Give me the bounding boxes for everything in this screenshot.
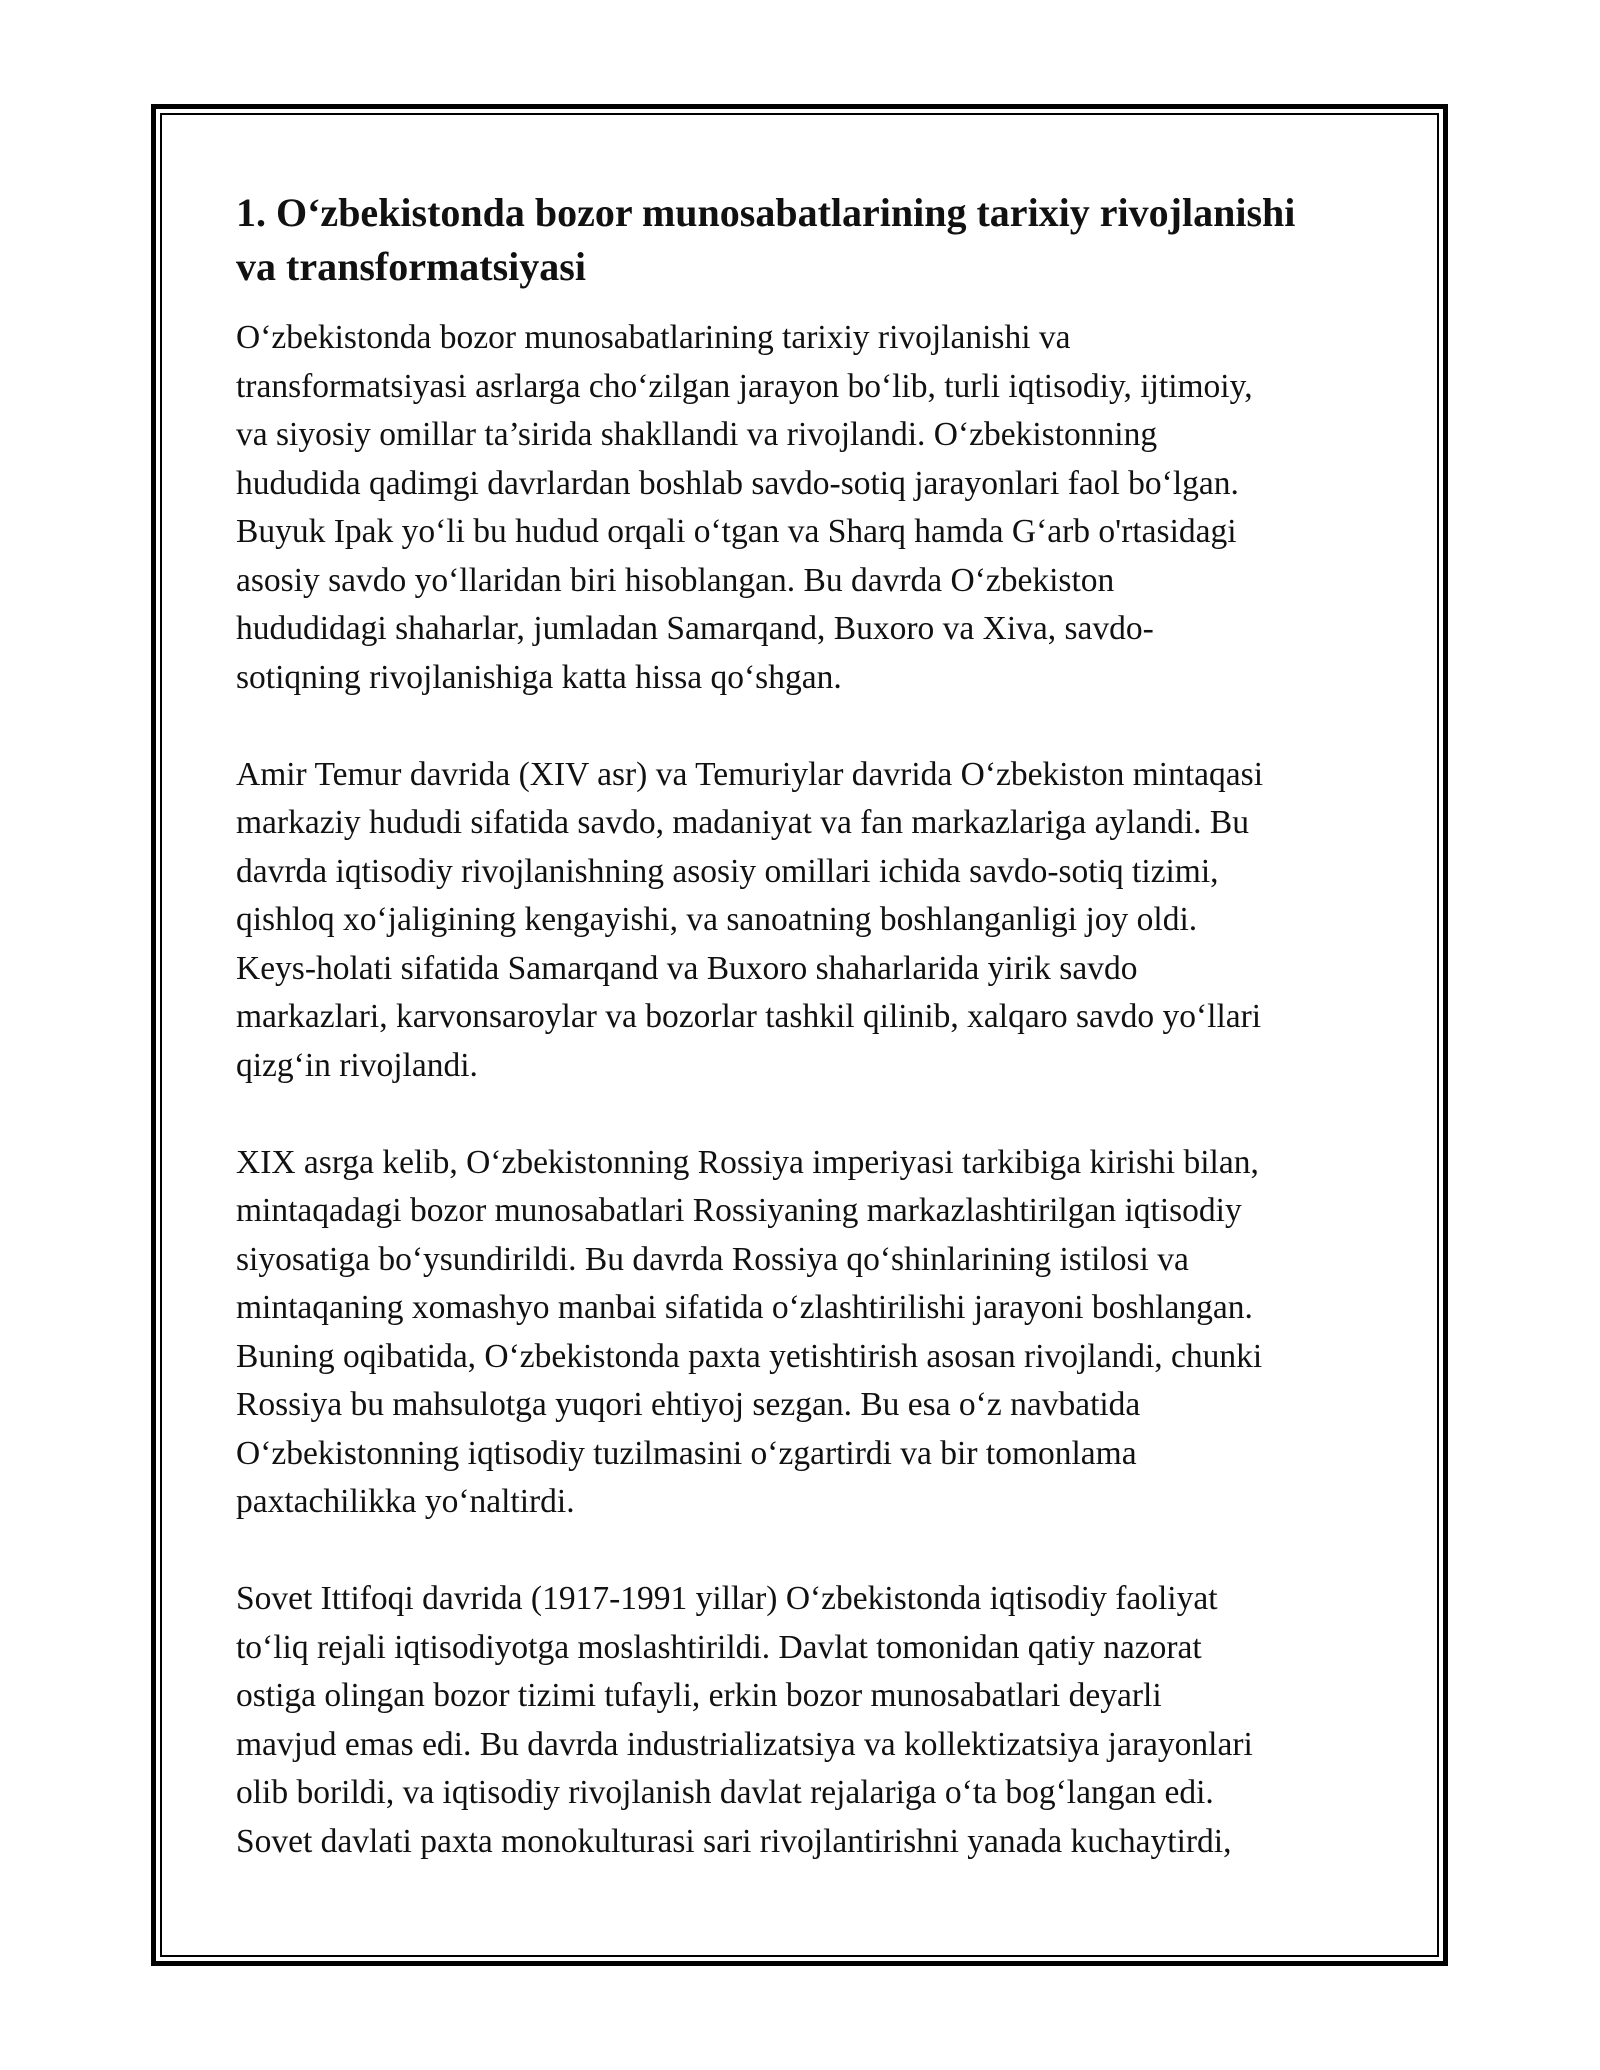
text-line: Keys-holati sifatida Samarqand va Buxoro shaharlarida yirik savdo bbox=[236, 949, 1138, 987]
text-line: mintaqadagi bozor munosabatlari Rossiyaning markazlashtirilgan iqtisodiy bbox=[236, 1192, 1242, 1229]
text-line: transformatsiyasi asrlarga cho‘zilgan jarayon bo‘lib, turli iqtisodiy, ijtimoiy, bbox=[236, 367, 1253, 405]
text-line: qishloq xo‘jaligining kengayishi, va sanoatning boshlanganligi joy oldi. bbox=[236, 901, 1198, 938]
text-line: mintaqaning xomashyo manbai sifatida o‘zlashtirilishi jarayoni boshlangan. bbox=[236, 1289, 1253, 1326]
text-line: to‘liq rejali iqtisodiyotga moslashtirildi. Davlat tomonidan qatiy nazorat bbox=[236, 1628, 1202, 1666]
text-line: mavjud emas edi. Bu davrda industrializatsiya va kollektizatsiya jarayonlari bbox=[236, 1725, 1253, 1763]
text-line: Buning oqibatida, O‘zbekistonda paxta yetishtirish asosan rivojlandi, chunki bbox=[236, 1337, 1263, 1375]
paragraph-2 bbox=[236, 751, 1376, 1091]
text-line: asosiy savdo yo‘llaridan biri hisoblangan. Bu davrda O‘zbekiston bbox=[236, 561, 1115, 599]
text-line: Sovet davlati paxta monokulturasi sari rivojlantirishni yanada kuchaytirdi, bbox=[236, 1822, 1232, 1860]
text-line: qizg‘in rivojlandi. bbox=[236, 1046, 478, 1084]
text-line: Rossiya bu mahsulotga yuqori ehtiyoj sezgan. Bu esa o‘z navbatida bbox=[236, 1386, 1141, 1423]
document-body bbox=[236, 186, 1376, 1915]
text-line: hududida qadimgi davrlardan boshlab savdo-sotiq jarayonlari faol bo‘lgan. bbox=[236, 464, 1239, 502]
heading-line: 1. O‘zbekistonda bozor munosabatlarining tarixiy rivojlanishi bbox=[236, 190, 1296, 235]
text-line: Sovet Ittifoqi davrida (1917-1991 yillar) O‘zbekistonda iqtisodiy faoliyat bbox=[236, 1580, 1218, 1617]
text-line: O‘zbekistonda bozor munosabatlarining tarixiy rivojlanishi va bbox=[236, 319, 1071, 356]
text-line: Buyuk Ipak yo‘li bu hudud orqali o‘tgan va Sharq hamda G‘arb o'rtasidagi bbox=[236, 513, 1237, 550]
paragraph-4 bbox=[236, 1575, 1376, 1866]
paragraph-1 bbox=[236, 314, 1376, 702]
text-line: XIX asrga kelib, O‘zbekistonning Rossiya imperiyasi tarkibiga kirishi bilan, bbox=[236, 1143, 1259, 1181]
section-heading bbox=[236, 186, 1376, 294]
text-line: O‘zbekistonning iqtisodiy tuzilmasini o‘zgartirdi va bir tomonlama bbox=[236, 1434, 1137, 1472]
text-line: ostiga olingan bozor tizimi tufayli, erkin bozor munosabatlari deyarli bbox=[236, 1677, 1162, 1714]
text-line: davrda iqtisodiy rivojlanishning asosiy omillari ichida savdo-sotiq tizimi, bbox=[236, 852, 1219, 890]
text-line: olib borildi, va iqtisodiy rivojlanish davlat rejalariga o‘ta bog‘langan edi. bbox=[236, 1774, 1214, 1811]
text-line: sotiqning rivojlanishiga katta hissa qo‘shgan. bbox=[236, 658, 842, 696]
text-line: hududidagi shaharlar, jumladan Samarqand, Buxoro va Xiva, savdo- bbox=[236, 610, 1154, 647]
paragraph-3 bbox=[236, 1139, 1376, 1527]
heading-line: va transformatsiyasi bbox=[236, 244, 586, 289]
text-line: va siyosiy omillar ta’sirida shakllandi va rivojlandi. O‘zbekistonning bbox=[236, 416, 1158, 453]
text-line: markazlari, karvonsaroylar va bozorlar tashkil qilinib, xalqaro savdo yo‘llari bbox=[236, 998, 1262, 1035]
text-line: paxtachilikka yo‘naltirdi. bbox=[236, 1483, 575, 1520]
text-line: Amir Temur davrida (XIV asr) va Temuriylar davrida O‘zbekiston mintaqasi bbox=[236, 755, 1264, 793]
text-line: markaziy hududi sifatida savdo, madaniyat va fan markazlariga aylandi. Bu bbox=[236, 804, 1250, 841]
text-line: siyosatiga bo‘ysundirildi. Bu davrda Rossiya qo‘shinlarining istilosi va bbox=[236, 1240, 1189, 1278]
